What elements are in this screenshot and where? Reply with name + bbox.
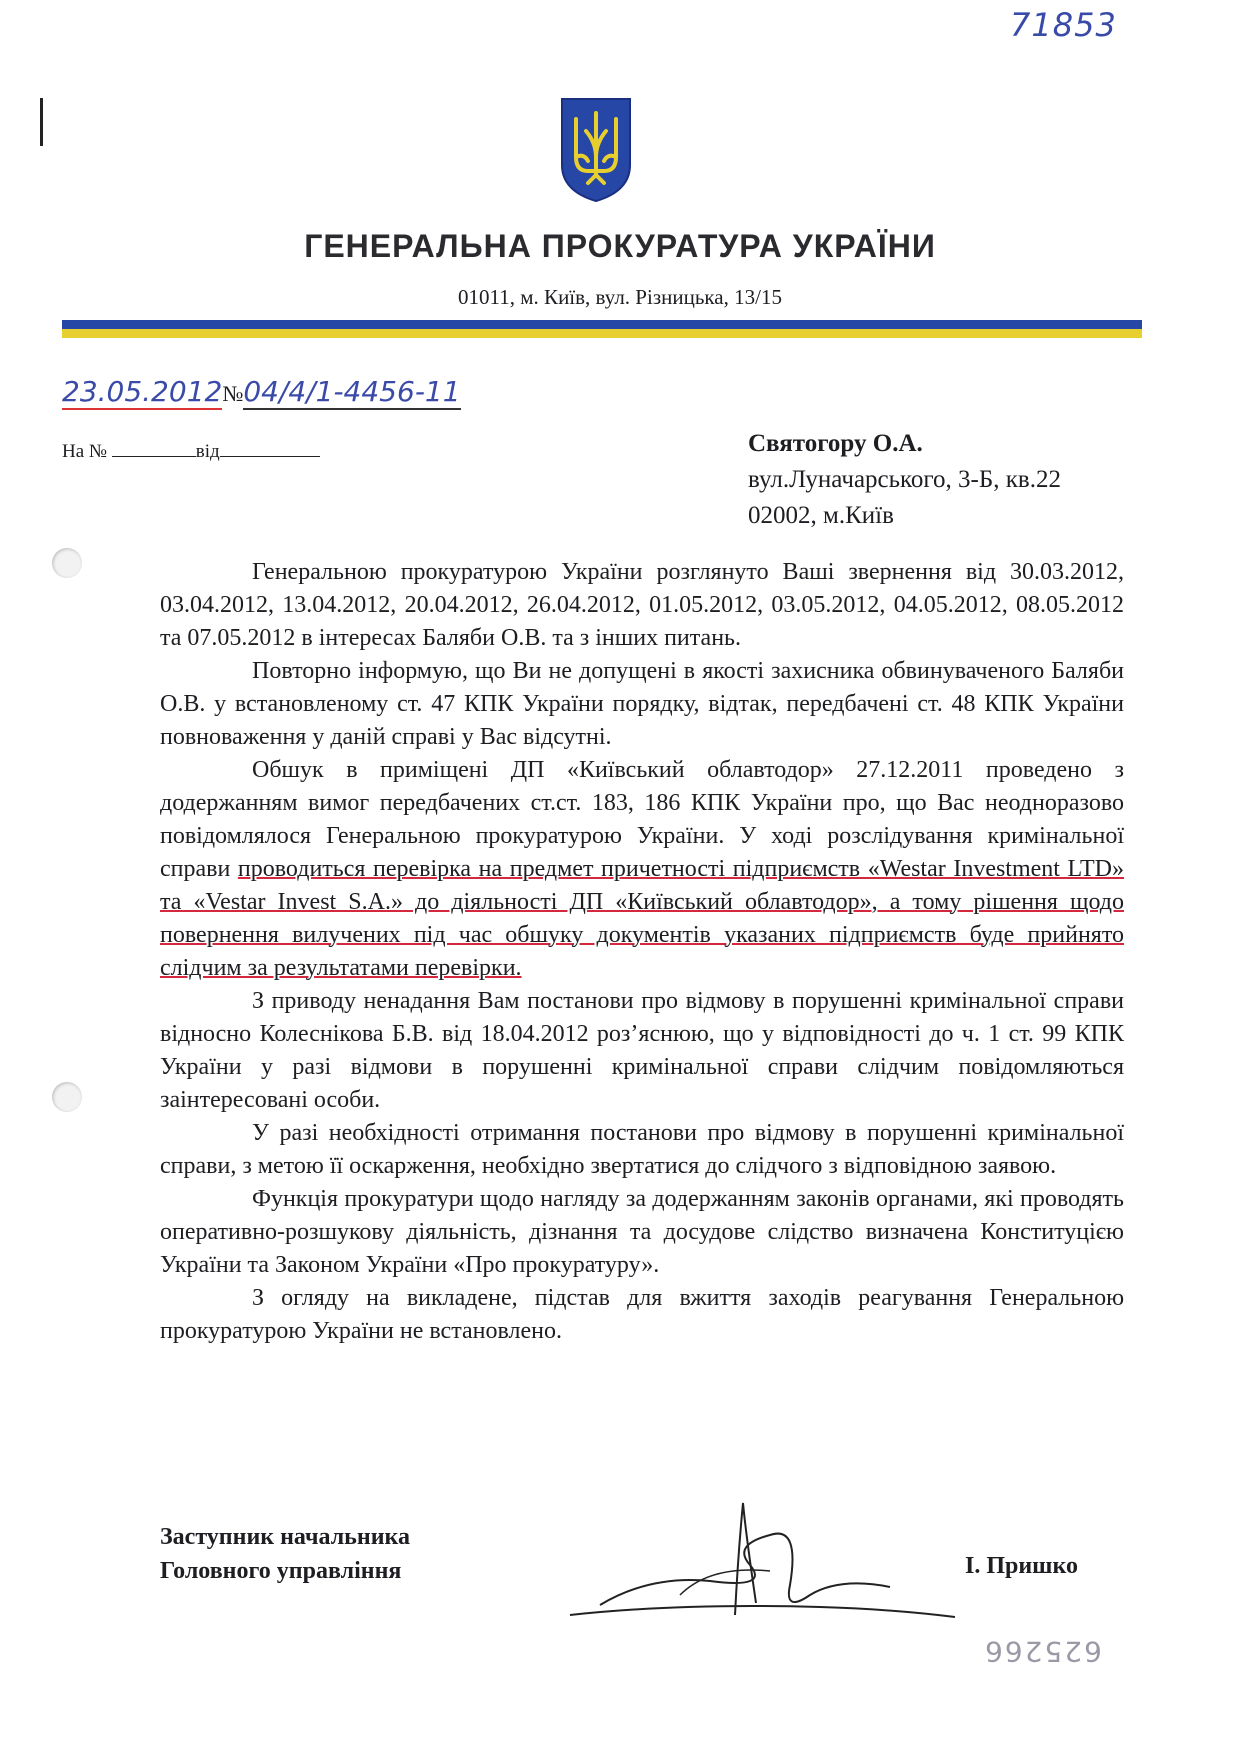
signatory-name: І. Пришко bbox=[965, 1553, 1078, 1579]
paragraph-5: У разі необхідності отримання постанови про відмову в порушенні кримінальної справи, з метою її оскарження, необхідно звертатися до слідчого з відповідною заявою. bbox=[160, 1120, 1124, 1179]
paragraph-6: Функція прокуратури щодо нагляду за додержанням законів органами, які проводять оперативно-розшукову діяльність, дізнання та досудове слідство визначена Конституцією України та Законом України «Про прокуратуру». bbox=[160, 1186, 1124, 1278]
flag-stripe-yellow bbox=[62, 329, 1142, 338]
incoming-reference bbox=[62, 438, 320, 463]
paragraph-2: Повторно інформую, що Ви не допущені в якості захисника обвинуваченого Баляби О.В. у встановленому ст. 47 КПК України порядку, відтак, передбачені ст. 48 КПК України повноваження у даній справі у Вас відсутні. bbox=[160, 658, 1124, 750]
paragraph-1: Генеральною прокуратурою України розглянуто Ваші звернення від 30.03.2012, 03.04.2012, 13.04.2012, 20.04.2012, 26.04.2012, 01.05.2012, 03.05.2012, 04.05.2012, 08.05.2012 та 07.05.2012 в інтересах Баляби О.В. та з інших питань. bbox=[160, 559, 1124, 651]
agency-name: ГЕНЕРАЛЬНА ПРОКУРАТУРА УКРАЇНИ bbox=[304, 228, 936, 264]
handwritten-registration-number: 71853 bbox=[1010, 6, 1117, 44]
recipient-block bbox=[748, 426, 1061, 534]
incoming-ref-label: На № bbox=[62, 441, 108, 462]
punch-hole-top bbox=[52, 548, 82, 578]
paragraph-4: З приводу ненадання Вам постанови про відмову в порушенні кримінальної справи відносно Колеснікова Б.В. від 18.04.2012 роз’яснюю, що у відповідності до ч. 1 ст. 99 КПК України у разі відмови в порушенні кримінальної справи слідчим повідомляються заінтересовані особи. bbox=[160, 988, 1124, 1113]
serial-number-stamp: 625266 bbox=[983, 1635, 1102, 1668]
recipient-city: 02002, м.Київ bbox=[748, 502, 894, 529]
margin-mark bbox=[40, 98, 43, 146]
number-label: № bbox=[222, 381, 244, 406]
paragraph-7: З огляду на викладене, підстав для вжиття заходів реагування Генеральною прокуратурою України не встановлено. bbox=[160, 1285, 1124, 1344]
punch-hole-bottom bbox=[52, 1082, 82, 1112]
signatory-title-line1: Заступник начальника bbox=[160, 1524, 410, 1550]
recipient-name: Святогору О.А. bbox=[748, 430, 923, 457]
handwritten-signature bbox=[560, 1495, 960, 1635]
paragraph-3-highlighted: проводиться перевірка на предмет причетності підприємств «Westar Investment LTD» та «Vestar Invest S.A.» до діяльності ДП «Київський облавтодор», а тому рішення щодо повернення вилучених під час обшуку документів указаних підприємств буде прийнято слідчим за результатами перевірки. bbox=[160, 856, 1124, 981]
signatory-title-line2: Головного управління bbox=[160, 1558, 402, 1584]
paragraph-3 bbox=[160, 754, 1124, 985]
recipient-street: вул.Луначарського, 3-Б, кв.22 bbox=[748, 466, 1061, 493]
incoming-date-label: від bbox=[195, 441, 220, 462]
flag-stripe-blue bbox=[62, 320, 1142, 329]
outgoing-date: 23.05.2012 bbox=[62, 375, 223, 408]
agency-address: 01011, м. Київ, вул. Різницька, 13/15 bbox=[458, 285, 782, 309]
incoming-date-blank bbox=[220, 438, 320, 457]
signatory-title bbox=[160, 1520, 410, 1588]
letter-body bbox=[160, 556, 1124, 1348]
outgoing-reference bbox=[62, 375, 461, 408]
outgoing-number: 04/4/1-4456-11 bbox=[243, 375, 461, 408]
coat-of-arms-icon bbox=[558, 95, 634, 205]
incoming-ref-blank bbox=[112, 438, 196, 457]
paragraph-3-text: Обшук в приміщені ДП «Київський облавтодор» 27.12.2011 проведено з додержанням вимог передбачених ст.ст. 183, 186 КПК України про, що Вас неодноразово повідомлялося Генеральною прокуратурою України. У ході розслідування кримінальної справи bbox=[160, 757, 1124, 882]
